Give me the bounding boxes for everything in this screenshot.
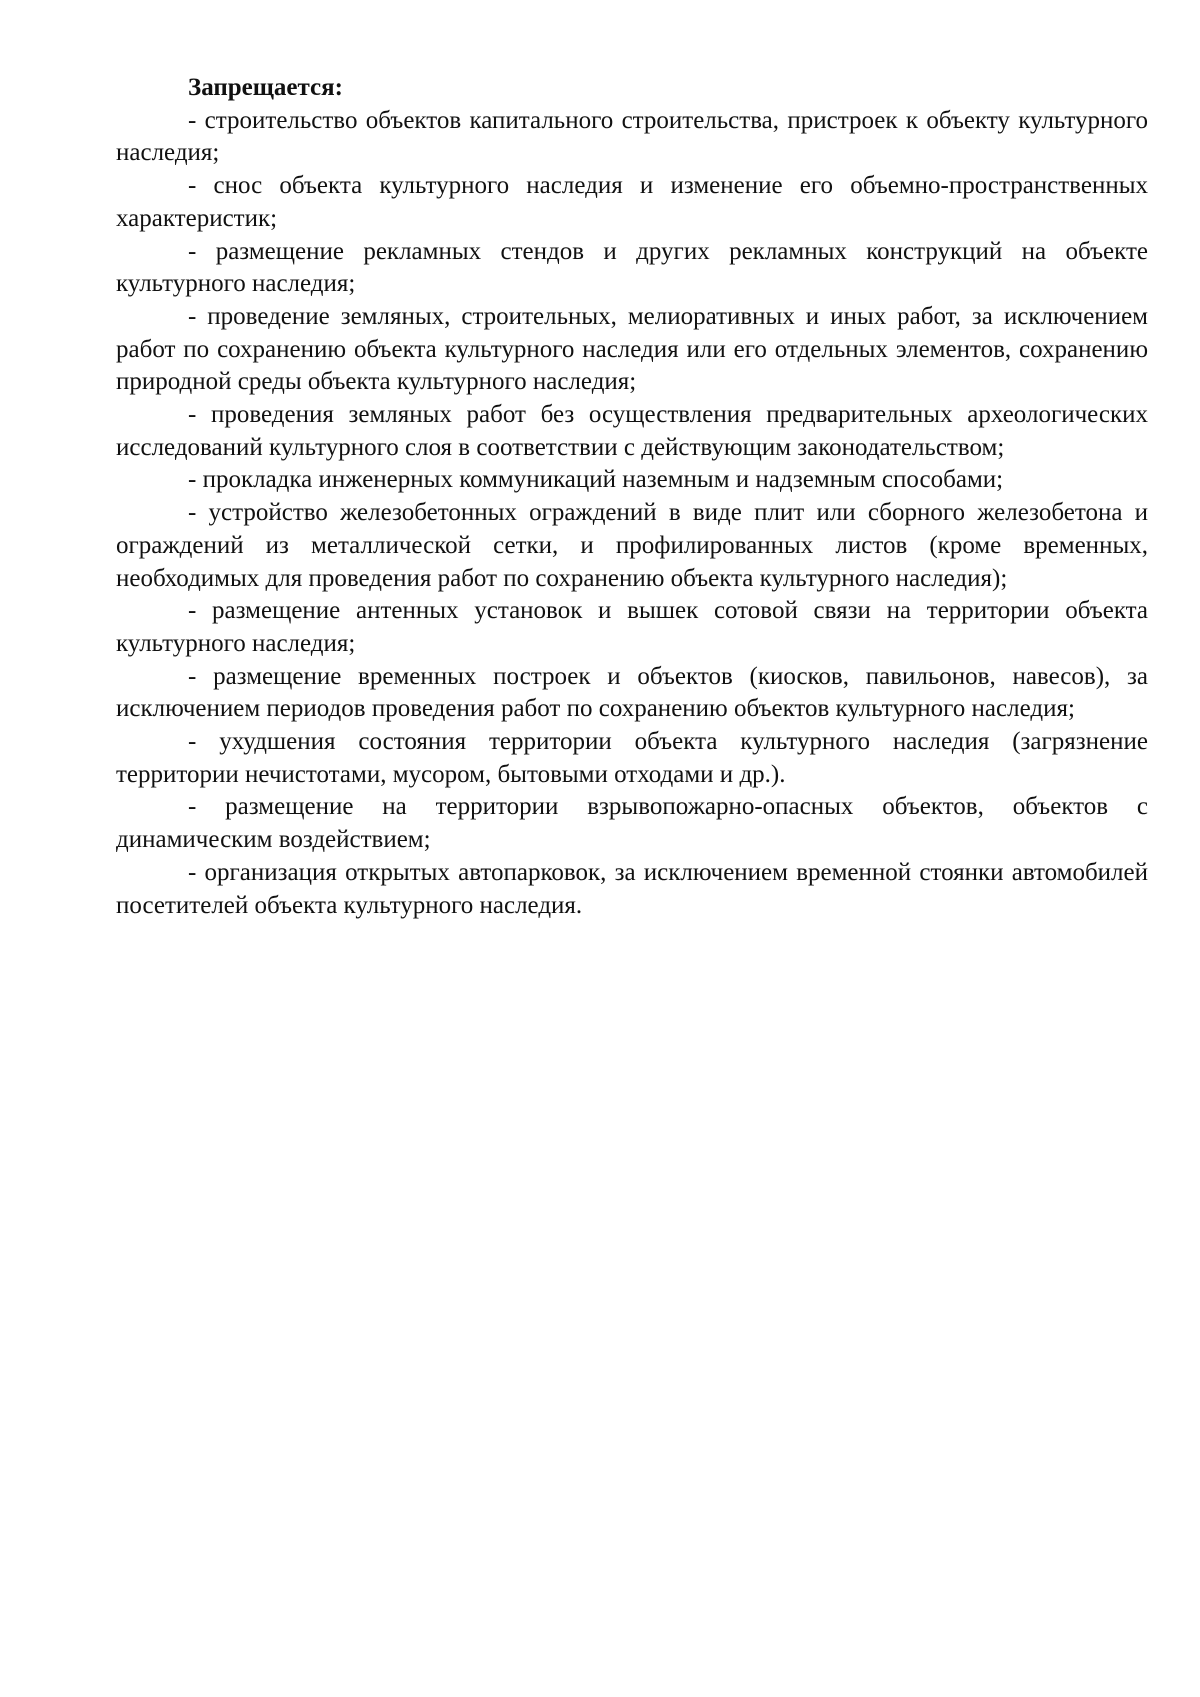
prohibition-item-earthworks: - проведение земляных, строительных, мелиоративных и иных работ, за исключением работ по сохранению объекта культурного наследия или его отдельных элементов, сохранению природной среды объекта культурного наследия; [116, 302, 1148, 396]
prohibition-item-advertising: - размещение рекламных стендов и других рекламных конструкций на объекте культурного наследия; [116, 237, 1148, 298]
prohibition-item-hazardous-objects: - размещение на территории взрывопожарно-опасных объектов, объектов с динамическим воздействием; [116, 793, 1148, 854]
prohibition-item-demolition: - снос объекта культурного наследия и изменение его объемно-пространственных характеристик; [116, 172, 1148, 232]
prohibition-item-antennas: - размещение антенных установок и вышек сотовой связи на территории объекта культурного наследия; [116, 597, 1148, 657]
prohibition-item-fences: - устройство железобетонных ограждений в виде плит или сборного железобетона и ограждений из металлической сетки, и профилированных листов (кроме временных, необходимых для проведения работ по сохранению объекта культурного наследия); [116, 499, 1148, 592]
prohibition-item-utilities: - прокладка инженерных коммуникаций наземным и надземным способами; [188, 466, 1004, 494]
prohibition-item-archaeology: - проведения земляных работ без осуществления предварительных археологических исследований культурного слоя в соответствии с действующим законодательством; [116, 401, 1148, 461]
prohibition-item-temporary-buildings: - размещение временных построек и объектов (киосков, павильонов, навесов), за исключением периодов проведения работ по сохранению объектов культурного наследия; [116, 662, 1148, 723]
document-page [116, 72, 1148, 922]
prohibitions-heading: Запрещается: [188, 74, 344, 101]
prohibition-item-capital-construction: - строительство объектов капитального строительства, пристроек к объекту культурного наследия; [116, 106, 1148, 167]
prohibition-item-parking: - организация открытых автопарковок, за исключением временной стоянки автомобилей посетителей объекта культурного наследия. [116, 858, 1148, 919]
prohibition-item-territory-degradation: - ухудшения состояния территории объекта культурного наследия (загрязнение территории нечистотами, мусором, бытовыми отходами и др.). [116, 728, 1148, 788]
